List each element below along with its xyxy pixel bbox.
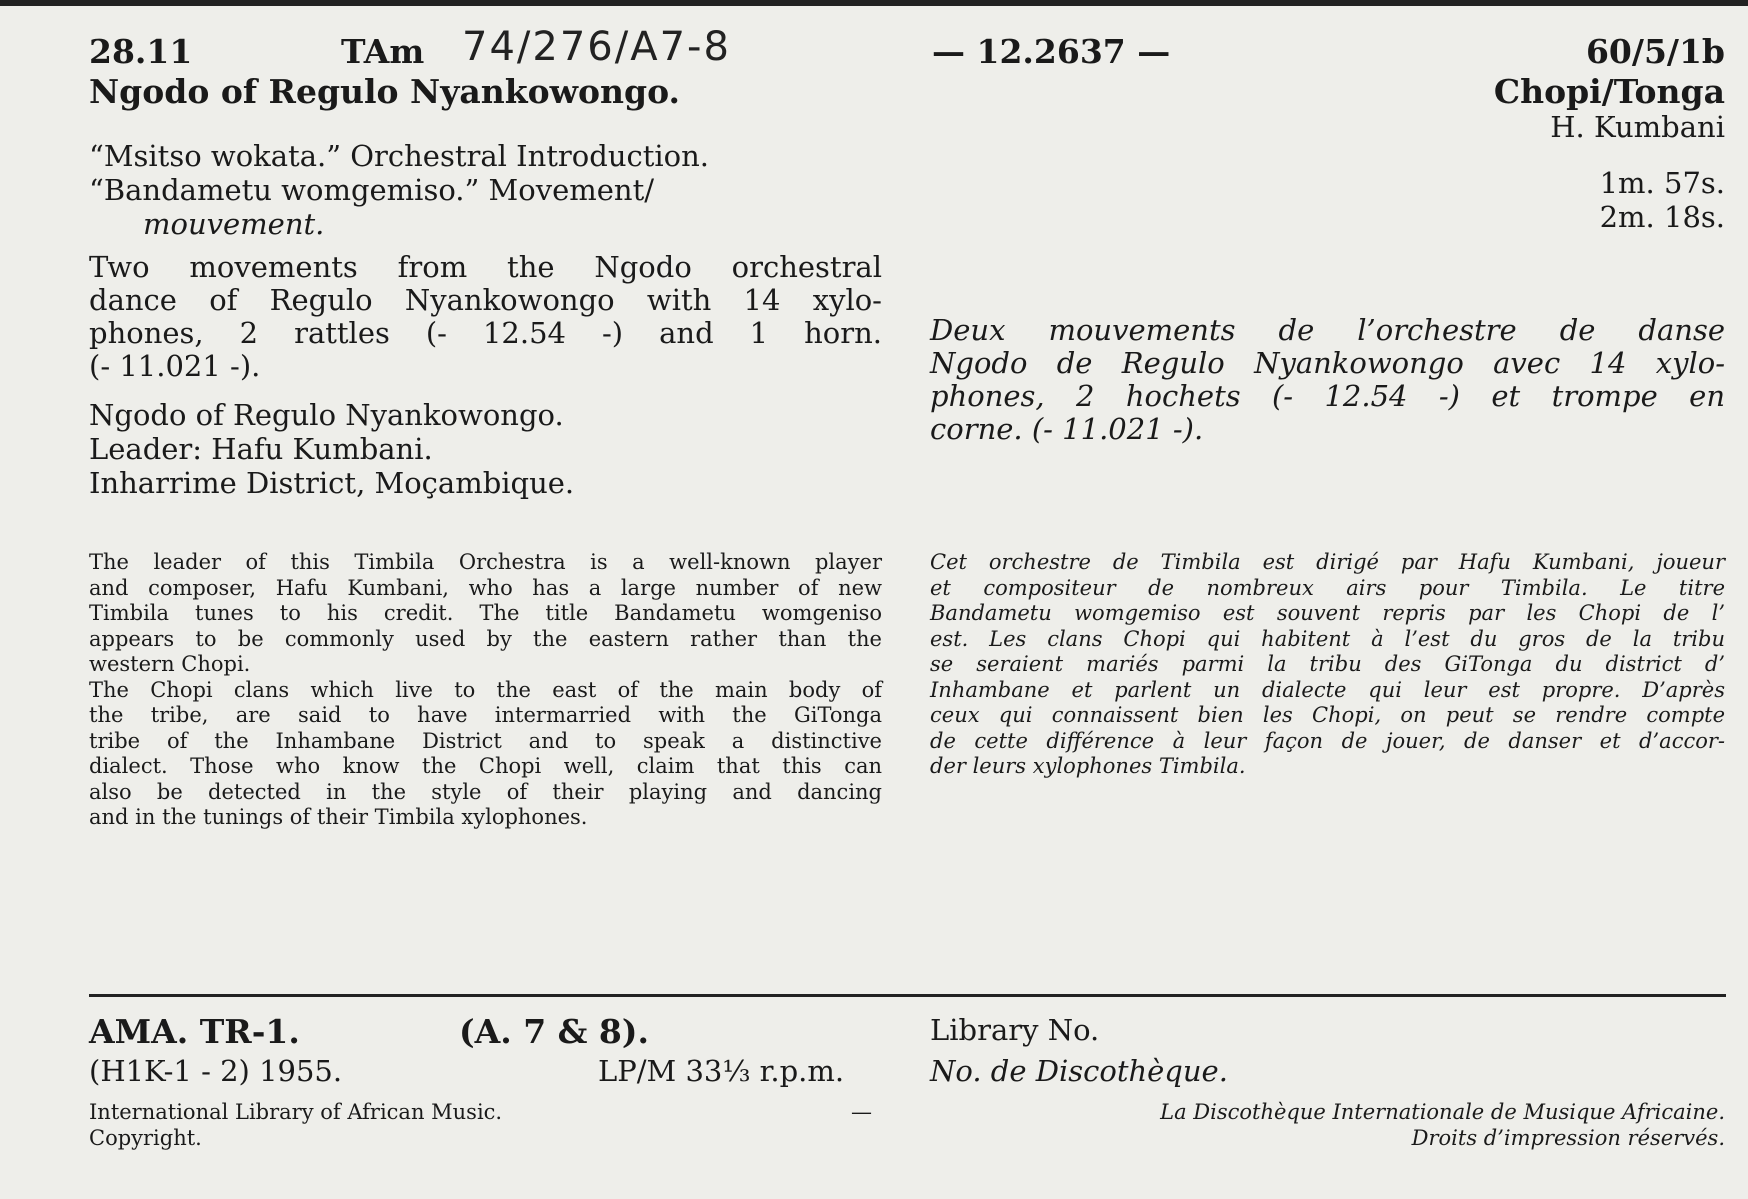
description-en-line: Two movements from the Ngodo orchestral: [89, 250, 882, 284]
discotheque-number-label: No. de Discothèque.: [930, 1054, 1228, 1088]
notes-fr-line: ceux qui connaissent bien les Chopi, on peut se rendre compte: [930, 703, 1725, 727]
notes-en-line: and composer, Hafu Kumbani, who has a large number of new: [89, 575, 882, 600]
ama-code: AMA. TR-1.: [89, 1012, 300, 1051]
description-en-line: dance of Regulo Nyankowongo with 14 xylo-: [89, 283, 882, 317]
notes-en-line: Timbila tunes to his credit. The title Bandametu womgeniso: [89, 601, 882, 625]
description-fr-line: Ngodo de Regulo Nyankowongo avec 14 xylo-: [930, 346, 1725, 380]
track-2: “Bandametu womgemiso.” Movement/: [89, 173, 655, 207]
notes-fr-line: der leurs xylophones Timbila.: [930, 754, 1246, 778]
publisher-english: International Library of African Music.: [89, 1100, 503, 1124]
notes-fr-line: Bandametu womgemiso est souvent repris par les Chopi de l’: [930, 601, 1725, 625]
copyright-french: Droits d’impression réservés.: [1411, 1126, 1725, 1150]
publisher-french: La Discothèque Internationale de Musique Africaine.: [1160, 1100, 1725, 1124]
copyright-english: Copyright.: [89, 1126, 202, 1150]
top-border: [0, 0, 1748, 6]
performer-name: H. Kumbani: [1550, 110, 1725, 144]
notes-fr-line: Inhambane et parlent un dialecte qui leur est propre. D’après: [930, 677, 1725, 702]
footer-dash: —: [851, 1100, 872, 1124]
credits-line: Leader: Hafu Kumbani.: [89, 432, 433, 466]
notes-en-line: and in the tunings of their Timbila xylophones.: [89, 805, 588, 829]
description-french: [930, 314, 1725, 446]
footer-rule: [89, 994, 1726, 997]
notes-en-line: The Chopi clans which live to the east of the main body of: [89, 677, 882, 702]
duration-1: 1m. 57s.: [1599, 166, 1725, 200]
description-fr-line: phones, 2 hochets (- 12.54 -) et trompe en: [930, 379, 1725, 413]
description-english: [89, 251, 882, 383]
catalog-number: 28.11: [89, 32, 193, 71]
notes-en-line: also be detected in the style of their playing and dancing: [89, 779, 882, 804]
track-1: “Msitso wokata.” Orchestral Introduction.: [89, 139, 710, 173]
notes-fr-line: et compositeur de nombreux airs pour Timbila. Le titre: [930, 575, 1725, 600]
record-format: LP/M 33⅓ r.p.m.: [598, 1054, 845, 1088]
notes-fr-line: Cet orchestre de Timbila est dirigé par Hafu Kumbani, joueur: [930, 550, 1725, 574]
credits: [89, 398, 574, 500]
tam-label: TAm: [341, 32, 425, 71]
description-en-line: phones, 2 rattles (- 12.54 -) and 1 horn.: [89, 316, 882, 350]
credits-line: Inharrime District, Moçambique.: [89, 466, 575, 500]
description-en-line: (- 11.021 -).: [89, 349, 261, 383]
notes-en-line: The leader of this Timbila Orchestra is a well-known player: [89, 550, 882, 574]
notes-fr-line: de cette différence à leur façon de jouer, de danser et d’accor-: [930, 728, 1725, 753]
tribe-label: Chopi/Tonga: [1493, 72, 1725, 111]
notes-french: [930, 550, 1725, 780]
center-number: — 12.2637 —: [932, 32, 1171, 71]
description-fr-line: corne. (- 11.021 -).: [930, 412, 1204, 446]
matrix-year: (H1K-1 - 2) 1955.: [89, 1054, 343, 1088]
credits-line: Ngodo of Regulo Nyankowongo.: [89, 398, 564, 432]
right-code: 60/5/1b: [1585, 32, 1725, 71]
library-number-label: Library No.: [930, 1013, 1100, 1047]
handwritten-reference: 74/276/A7-8: [462, 24, 731, 70]
notes-en-line: appears to be commonly used by the eastern rather than the: [89, 626, 882, 651]
description-fr-line: Deux mouvements de l’orchestre de danse: [930, 313, 1725, 347]
notes-fr-line: est. Les clans Chopi qui habitent à l’est du gros de la tribu: [930, 626, 1725, 651]
notes-english: [89, 550, 882, 831]
track-2-continued: mouvement.: [143, 207, 325, 241]
record-title: Ngodo of Regulo Nyankowongo.: [89, 72, 681, 111]
notes-fr-line: se seraient mariés parmi la tribu des GiTonga du district d’: [930, 652, 1725, 676]
notes-en-line: tribe of the Inhambane District and to speak a distinctive: [89, 728, 882, 753]
duration-2: 2m. 18s.: [1599, 200, 1725, 234]
notes-en-line: the tribe, are said to have intermarried with the GiTonga: [89, 703, 882, 727]
sides-label: (A. 7 & 8).: [459, 1012, 649, 1051]
notes-en-line: western Chopi.: [89, 652, 251, 676]
notes-en-line: dialect. Those who know the Chopi well, claim that this can: [89, 754, 882, 778]
